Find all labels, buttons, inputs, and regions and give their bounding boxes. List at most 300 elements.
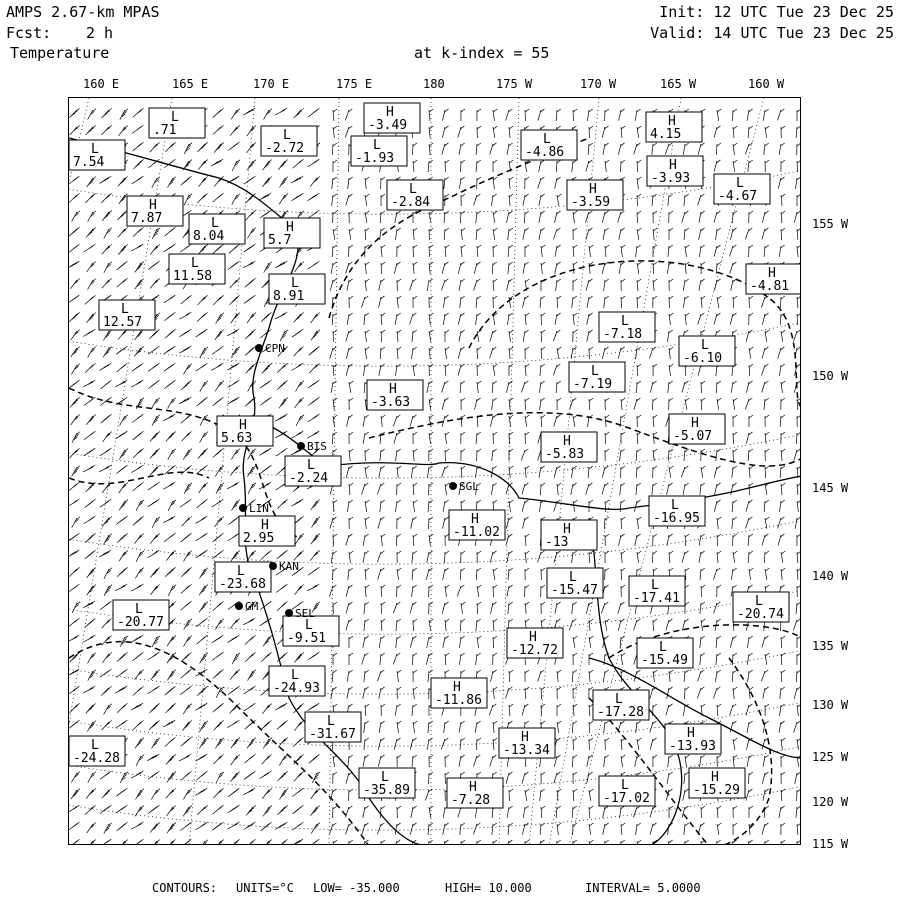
wind-barb-flag [493, 194, 497, 197]
wind-barb-flag [397, 806, 401, 809]
lon-label: 160 E [83, 77, 120, 91]
wind-barb-flag [477, 738, 481, 741]
wind-barb-flag [429, 143, 433, 146]
wind-barb-flag [185, 586, 189, 589]
wind-barb-flag [284, 601, 288, 604]
wind-barb-flag [733, 687, 737, 690]
wind-barb-flag [781, 211, 785, 214]
wind-barb-flag [749, 364, 753, 367]
wind-barb-flag [797, 602, 801, 605]
wind-barb-flag [365, 602, 369, 605]
wind-barb-flag [413, 687, 417, 690]
wind-barb-flag [637, 364, 641, 367]
wind-barb-flag [262, 621, 266, 624]
wind-barb-flag [102, 809, 106, 812]
wind-barb-flag [717, 806, 721, 809]
wind-barb-flag [397, 585, 401, 588]
wind-barb-flag [637, 517, 641, 520]
wind-barb-flag [413, 143, 417, 146]
wind-barb-flag [365, 568, 369, 571]
wind-barb-flag [121, 654, 125, 657]
wind-barb-flag [219, 363, 223, 366]
wind-barb-flag [265, 315, 269, 318]
wind-barb-flag [300, 737, 304, 740]
wind-barb-flag [717, 670, 721, 673]
wind-barb-flag [252, 652, 256, 655]
wind-barb-flag [283, 414, 287, 417]
wind-barb-flag [204, 805, 208, 808]
wind-barb-flag [765, 160, 769, 163]
wind-barb-flag [333, 772, 337, 775]
wind-barb-flag [525, 279, 529, 282]
wind-barb-flag [167, 384, 171, 387]
wind-barb-flag [509, 432, 513, 435]
wind-barb-flag [231, 520, 235, 523]
wind-barb-flag [685, 313, 689, 316]
wind-barb-flag [509, 330, 513, 333]
wind-barb-flag [413, 296, 417, 299]
wind-barb-flag [119, 520, 123, 523]
wind-barb-flag [217, 195, 221, 198]
wind-barb-flag [717, 143, 721, 146]
wind-barb-flag [781, 568, 785, 571]
wind-barb-flag [105, 364, 109, 367]
wind-barb-flag [541, 364, 545, 367]
wind-barb-flag [477, 670, 481, 673]
wind-barb-flag [263, 469, 267, 472]
wind-barb-flag [284, 499, 288, 502]
wind-barb-flag [653, 704, 657, 707]
wind-barb-flag [749, 160, 753, 163]
wind-barb-flag [201, 501, 205, 504]
wind-barb-flag [89, 433, 93, 436]
wind-barb-flag [781, 551, 785, 554]
wind-barb-flag [108, 686, 112, 689]
wind-barb-flag [461, 194, 465, 197]
wind-barb-flag [477, 177, 481, 180]
wind-barb-flag [637, 126, 641, 129]
wind-barb-flag [185, 603, 189, 606]
wind-barb-flag [525, 347, 529, 350]
wind-barb-flag [717, 704, 721, 707]
wind-barb-flag [573, 245, 577, 248]
wind-barb-flag [765, 449, 769, 452]
wind-barb-flag [493, 432, 497, 435]
parallel-line [69, 586, 801, 634]
wind-barb-flag [249, 705, 253, 708]
wind-barb-flag [365, 279, 369, 282]
wind-barb-flag [201, 689, 205, 692]
wind-barb-flag [73, 807, 77, 810]
wind-barb-flag [493, 636, 497, 639]
wind-barb-flag [493, 738, 497, 741]
wind-barb-flag [89, 297, 93, 300]
wind-barb-flag [156, 329, 160, 332]
wind-barb-flag [262, 774, 266, 777]
wind-barb-flag [235, 363, 239, 366]
wind-barb-flag [717, 534, 721, 537]
wind-barb-flag [91, 329, 95, 332]
wind-barb-flag [150, 775, 154, 778]
wind-barb-flag [365, 585, 369, 588]
wind-barb-flag [233, 535, 237, 538]
wind-barb-flag [781, 687, 785, 690]
wind-barb-flag [685, 602, 689, 605]
wind-barb-flag [573, 330, 577, 333]
wind-barb-flag [509, 500, 513, 503]
wind-barb-flag [86, 332, 90, 335]
wind-barb-flag [749, 534, 753, 537]
wind-barb-flag [509, 228, 513, 231]
wind-barb-flag [797, 109, 801, 112]
wind-barb-flag [118, 792, 122, 795]
wind-barb-flag [653, 670, 657, 673]
lon-label: 175 E [336, 77, 373, 91]
wind-barb-flag [637, 721, 641, 724]
wind-barb-flag [204, 312, 208, 315]
wind-barb-flag [121, 570, 125, 573]
wind-barb-flag [685, 194, 689, 197]
wind-barb-flag [509, 619, 513, 622]
wind-barb-flag [121, 280, 125, 283]
wind-barb-flag [797, 653, 801, 656]
wind-barb-flag [781, 398, 785, 401]
wind-barb-flag [477, 160, 481, 163]
wind-barb-flag [134, 366, 138, 369]
wind-barb-flag [653, 534, 657, 537]
lat-label: 155 W [812, 217, 849, 231]
wind-barb-flag [310, 196, 314, 199]
wind-barb-flag [313, 263, 317, 266]
wind-barb-flag [295, 809, 299, 812]
wind-barb-flag [333, 432, 337, 435]
wind-barb-flag [669, 347, 673, 350]
wind-barb-flag [185, 655, 189, 658]
wind-barb-flag [297, 739, 301, 742]
wind-barb-flag [477, 432, 481, 435]
lon-label: 175 W [496, 77, 533, 91]
wind-barb-flag [765, 500, 769, 503]
wind-barb-flag [445, 772, 449, 775]
wind-barb-flag [295, 487, 299, 490]
wind-barb-flag [573, 602, 577, 605]
wind-barb-flag [493, 279, 497, 282]
wind-barb-flag [509, 789, 513, 792]
wind-barb-flag [333, 449, 337, 452]
wind-barb-flag [797, 177, 801, 180]
wind-barb-flag [765, 721, 769, 724]
wind-barb-flag [137, 144, 141, 147]
wind-barb-flag [183, 741, 187, 744]
wind-barb-flag [235, 635, 239, 638]
wind-barb-flag [201, 620, 205, 623]
wind-barb-flag [268, 720, 272, 723]
wind-barb-flag [541, 772, 545, 775]
wind-barb-flag [397, 228, 401, 231]
wind-barb-flag [541, 585, 545, 588]
wind-barb-flag [220, 295, 224, 298]
wind-barb-flag [281, 484, 285, 487]
wind-barb-flag [76, 108, 80, 111]
wind-barb-flag [188, 380, 192, 383]
wind-barb-flag [169, 467, 173, 470]
wind-barb-flag [637, 738, 641, 741]
wind-barb-flag [107, 363, 111, 366]
wind-barb-flag [135, 435, 139, 438]
wind-barb-flag [297, 603, 301, 606]
wind-barb-flag [653, 568, 657, 571]
wind-barb-flag [140, 720, 144, 723]
wind-barb-flag [381, 330, 385, 333]
wind-barb-flag [509, 568, 513, 571]
wind-barb-flag [397, 296, 401, 299]
wind-barb-flag [669, 806, 673, 809]
wind-barb-flag [349, 568, 353, 571]
wind-barb-flag [669, 466, 673, 469]
wind-barb-flag [183, 180, 187, 183]
lon-label: 180 [423, 77, 445, 91]
wind-barb-flag [279, 657, 283, 660]
wind-barb-flag [413, 262, 417, 265]
wind-barb-flag [685, 398, 689, 401]
wind-barb-flag [185, 246, 189, 249]
wind-barb-flag [445, 296, 449, 299]
wind-barb-flag [349, 483, 353, 486]
wind-barb-flag [797, 296, 801, 299]
wind-barb-flag [653, 619, 657, 622]
wind-barb-flag [249, 688, 253, 691]
wind-barb-flag [214, 826, 218, 829]
wind-barb-flag [413, 466, 417, 469]
wind-barb-flag [541, 483, 545, 486]
wind-barb-flag [429, 755, 433, 758]
wind-barb-flag [653, 432, 657, 435]
wind-barb-flag [717, 398, 721, 401]
wind-barb-flag [247, 282, 251, 285]
wind-barb-flag [621, 517, 625, 520]
wind-barb-flag [262, 401, 266, 404]
wind-barb-flag [733, 517, 737, 520]
wind-barb-flag [477, 653, 481, 656]
wind-barb-flag [231, 146, 235, 149]
wind-barb-flag [461, 670, 465, 673]
wind-barb-flag [669, 313, 673, 316]
wind-barb-flag [685, 534, 689, 537]
wind-barb-flag [573, 211, 577, 214]
model-title: AMPS 2.67-km MPAS [6, 3, 160, 21]
wind-barb-flag [413, 330, 417, 333]
wind-barb-flag [733, 381, 737, 384]
wind-barb-flag [137, 467, 141, 470]
wind-barb-flag [429, 245, 433, 248]
wind-barb-flag [333, 160, 337, 163]
wind-barb-flag [313, 416, 317, 419]
wind-barb-flag [541, 721, 545, 724]
wind-barb-flag [349, 245, 353, 248]
wind-barb-flag [397, 279, 401, 282]
wind-barb-flag [153, 484, 157, 487]
wind-barb-flag [733, 449, 737, 452]
wind-barb-flag [493, 653, 497, 656]
wind-barb-flag [167, 690, 171, 693]
wind-barb-flag [429, 109, 433, 112]
wind-barb-flag [477, 296, 481, 299]
wind-barb-flag [621, 449, 625, 452]
wind-barb-flag [124, 533, 128, 536]
wind-barb-flag [589, 500, 593, 503]
wind-barb-flag [140, 448, 144, 451]
wind-barb-flag [605, 415, 609, 418]
wind-barb-flag [365, 466, 369, 469]
wind-barb-flag [461, 415, 465, 418]
wind-barb-flag [105, 382, 109, 385]
wind-barb-flag [525, 415, 529, 418]
wind-barb-flag [525, 245, 529, 248]
wind-barb-flag [215, 537, 219, 540]
wind-barb-flag [477, 109, 481, 112]
wind-barb-flag [557, 823, 561, 826]
wind-barb-flag [118, 808, 122, 811]
wind-barb-flag [797, 670, 801, 673]
wind-barb-flag [76, 567, 80, 570]
wind-barb-flag [477, 551, 481, 554]
wind-barb-flag [781, 772, 785, 775]
wind-barb-flag [781, 364, 785, 367]
wind-barb-flag [139, 465, 143, 468]
wind-barb-flag [637, 551, 641, 554]
forecast-label: Fcst: [6, 24, 52, 42]
wind-barb-flag [461, 636, 465, 639]
wind-barb-flag [169, 161, 173, 164]
wind-barb-flag [461, 398, 465, 401]
wind-barb-flag [653, 483, 657, 486]
wind-barb-flag [653, 245, 657, 248]
wind-barb-flag [445, 347, 449, 350]
wind-barb-flag [166, 247, 170, 250]
wind-barb-flag [605, 738, 609, 741]
wind-barb-flag [509, 704, 513, 707]
wind-barb-flag [685, 296, 689, 299]
wind-barb-flag [605, 432, 609, 435]
wind-barb-flag [701, 619, 705, 622]
wind-barb-flag [201, 637, 205, 640]
wind-barb-flag [589, 466, 593, 469]
wind-barb-flag [765, 415, 769, 418]
wind-barb-flag [701, 262, 705, 265]
wind-barb-flag [135, 520, 139, 523]
wind-barb-flag [781, 415, 785, 418]
wind-barb-flag [217, 298, 221, 301]
wind-barb-flag [509, 160, 513, 163]
wind-barb-flag [235, 397, 239, 400]
wind-barb-flag [493, 211, 497, 214]
wind-barb-flag [295, 520, 299, 523]
wind-barb-flag [509, 466, 513, 469]
wind-barb-flag [297, 364, 301, 367]
wind-barb-flag [701, 483, 705, 486]
wind-barb-flag [381, 585, 385, 588]
wind-barb-flag [477, 585, 481, 588]
wind-barb-flag [541, 262, 545, 265]
wind-barb-flag [413, 449, 417, 452]
wind-barb-flag [294, 332, 298, 335]
wind-barb-flag [281, 450, 285, 453]
meridian-line [69, 98, 89, 845]
wind-barb-flag [281, 366, 285, 369]
wind-barb-flag [249, 756, 253, 759]
wind-barb-flag [198, 332, 202, 335]
wind-barb-flag [733, 466, 737, 469]
wind-barb-flag [573, 551, 577, 554]
wind-barb-flag [781, 432, 785, 435]
wind-barb-flag [701, 381, 705, 384]
wind-barb-flag [365, 364, 369, 367]
wind-barb-flag [653, 415, 657, 418]
wind-barb-flag [781, 466, 785, 469]
wind-barb-flag [701, 296, 705, 299]
wind-barb-flag [397, 670, 401, 673]
wind-barb-flag [765, 653, 769, 656]
valid-time: Valid: 14 UTC Tue 23 Dec 25 [650, 24, 894, 42]
wind-barb-flag [557, 279, 561, 282]
wind-barb-flag [445, 483, 449, 486]
wind-barb-flag [333, 500, 337, 503]
wind-barb-flag [365, 721, 369, 724]
wind-barb-flag [605, 772, 609, 775]
wind-barb-flag [765, 126, 769, 129]
wind-barb-flag [525, 466, 529, 469]
wind-barb-flag [172, 567, 176, 570]
wind-barb-flag [201, 365, 205, 368]
wind-barb-flag [349, 636, 353, 639]
wind-barb-flag [203, 669, 207, 672]
wind-barb-flag [493, 160, 497, 163]
wind-barb-flag [231, 792, 235, 795]
wind-barb-flag [333, 143, 337, 146]
wind-barb-flag [183, 537, 187, 540]
wind-barb-flag [284, 380, 288, 383]
wind-barb-flag [493, 296, 497, 299]
wind-barb-flag [265, 552, 269, 555]
wind-barb-flag [749, 245, 753, 248]
wind-barb-flag [349, 398, 353, 401]
wind-barb-flag [573, 806, 577, 809]
wind-barb-flag [365, 670, 369, 673]
wind-barb-flag [333, 177, 337, 180]
wind-barb-flag [653, 143, 657, 146]
wind-barb-flag [71, 724, 75, 727]
wind-barb-flag [669, 398, 673, 401]
wind-barb-flag [621, 245, 625, 248]
wind-barb-flag [265, 722, 269, 725]
wind-barb-flag [525, 619, 529, 622]
wind-barb-flag [349, 177, 353, 180]
wind-barb-flag [71, 384, 75, 387]
wind-barb-flag [247, 401, 251, 404]
wind-barb-flag [187, 346, 191, 349]
wind-barb-flag [121, 536, 125, 539]
wind-barb-flag [765, 704, 769, 707]
wind-barb-flag [765, 568, 769, 571]
wind-barb-flag [477, 568, 481, 571]
wind-barb-flag [102, 366, 106, 369]
wind-barb-flag [589, 806, 593, 809]
wind-barb-flag [461, 823, 465, 826]
wind-barb-flag [217, 348, 221, 351]
wind-barb-flag [231, 265, 235, 268]
wind-barb-flag [89, 399, 93, 402]
wind-barb-flag [637, 194, 641, 197]
